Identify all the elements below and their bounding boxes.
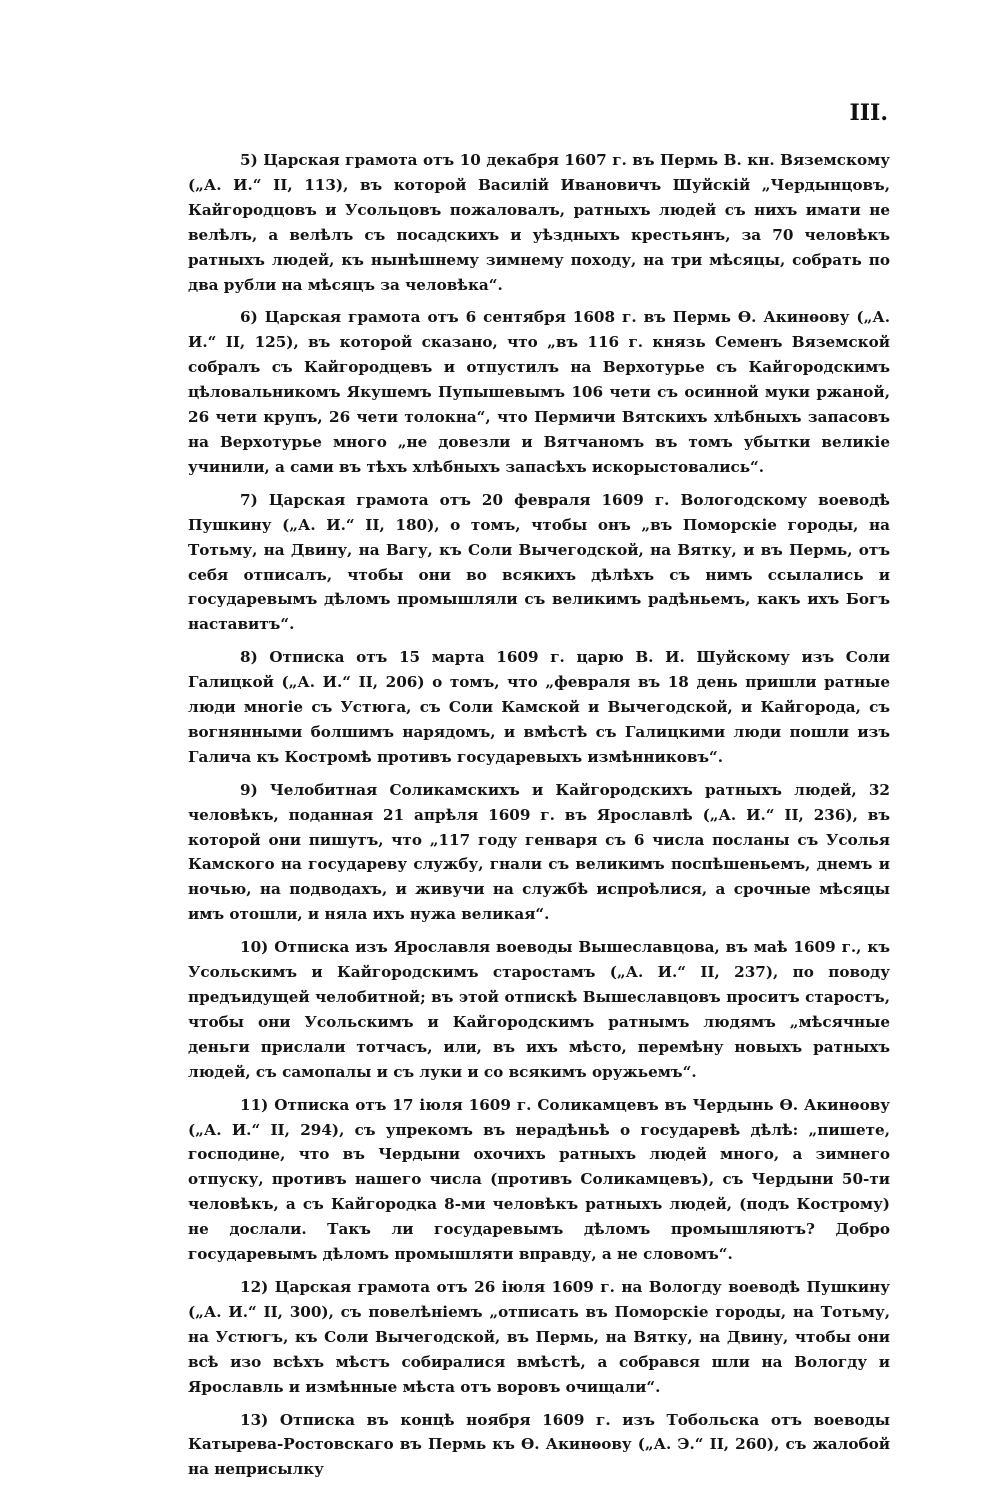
paragraph-9: 9) Челобитная Соликамскихъ и Кайгородскихъ ратныхъ людей, 32 человѣкъ, поданная 21 апрѣля 1609 г. въ Ярославлѣ („А. И.“ II, 236), въ которой они пишутъ, что „117 году генваря съ 6 числа посланы съ Усолья Камского на государеву службу, гнали съ великимъ поспѣшеньемъ, днемъ и ночью, на подводахъ, и живучи на службѣ испроѣлися, а срочные мѣсяцы имъ отошли, и няла ихъ нужа великая“. [188,780,890,924]
paragraph-11: 11) Отписка отъ 17 іюля 1609 г. Соликамцевъ въ Чердынь Ѳ. Акинѳову („А. И.“ II, 294), съ упрекомъ въ нерадѣньѣ о государевѣ дѣлѣ: „пишете, господине, что въ Чердыни охочихъ ратныхъ людей много, а зимнего отпуску, противъ нашего числа (противъ Соликамцевъ), съ Чердыни 50-ти человѣкъ, а съ Кайгородка 8-ми человѣкъ ратныхъ людей, (подъ Кострому) не дослали. Такъ ли государевымъ дѣломъ промышляютъ? Добро государевымъ дѣломъ промышляти вправду, а не словомъ“. [188,1095,890,1264]
paragraph-7: 7) Царская грамота отъ 20 февраля 1609 г. Вологодскому воеводѣ Пушкину („А. И.“ II, 180), о томъ, чтобы онъ „въ Поморскіе городы, на Тотьму, на Двину, на Вагу, къ Соли Вычегодской, на Вятку, и въ Пермь, отъ себя отписалъ, чтобы они во всякихъ дѣлѣхъ съ нимъ ссылались и государевымъ дѣломъ промышляли съ великимъ радѣньемъ, какъ ихъ Богъ наставитъ“. [188,490,890,634]
paragraph-12: 12) Царская грамота отъ 26 іюля 1609 г. на Вологду воеводѣ Пушкину („А. И.“ II, 300), съ повелѣніемъ „отписать въ Поморскіе городы, на Тотьму, на Устюгъ, къ Соли Вычегодской, въ Пермь, на Вятку, на Двину, чтобы они всѣ изо всѣхъ мѣстъ собиралися вмѣстѣ, а собрався шли на Вологду и Ярославль и измѣнные мѣста отъ воровъ очищали“. [188,1277,890,1396]
paragraph-10: 10) Отписка изъ Ярославля воеводы Вышеславцова, въ маѣ 1609 г., къ Усольскимъ и Кайгородскимъ старостамъ („А. И.“ II, 237), по поводу предъидущей челобитной; въ этой отпискѣ Вышеславцовъ проситъ старостъ, чтобы они Усольскимъ и Кайгородскимъ ратнымъ людямъ „мѣсячные деньги прислали тотчасъ, или, въ ихъ мѣсто, перемѣну новыхъ ратныхъ людей, съ самопалы и съ луки и со всякимъ оружьемъ“. [188,938,890,1081]
main-text [188,148,890,1490]
paragraph-5: 5) Царская грамота отъ 10 декабря 1607 г. въ Пермь В. кн. Вяземскому („А. И.“ II, 113), въ которой Василій Ивановичъ Шуйскій „Чердынцовъ, Кайгородцовъ и Усольцовъ пожаловалъ, ратныхъ людей съ нихъ имати не велѣлъ, а велѣлъ съ посадскихъ и уѣздныхъ крестьянъ, за 70 человѣкъ ратныхъ людей, къ нынѣшнему зимнему походу, на три мѣсяцы, собрать по два рубли на мѣсяцъ за человѣка“. [188,151,890,294]
paragraph-6: 6) Царская грамота отъ 6 сентября 1608 г. въ Пермь Ѳ. Акинѳову („А. И.“ II, 125), въ которой сказано, что „въ 116 г. князь Семенъ Вяземской собралъ съ Кайгородцевъ и отпустилъ на Верхотурье съ Кайгородскимъ цѣловальникомъ Якушемъ Пупышевымъ 106 чети съ осинной муки ржаной, 26 чети крупъ, 26 чети толокна“, что Пермичи Вятскихъ хлѣбныхъ запасовъ на Верхотурье много „не довезли и Вятчаномъ въ томъ убытки великіе учинили, а сами въ тѣхъ хлѣбныхъ запасѣхъ искорыстовались“. [188,308,890,476]
paragraph-8: 8) Отписка отъ 15 марта 1609 г. царю В. И. Шуйскому изъ Соли Галицкой („А. И.“ II, 206) о томъ, что „февраля въ 18 день пришли ратные люди многіе съ Устюга, съ Соли Камской и Вычегодской, и Кайгорода, съ вогнянными болшимъ нарядомъ, и вмѣстѣ съ Галицкими люди пошли изъ Галича къ Костромѣ противъ государевыхъ измѣнниковъ“. [188,648,890,766]
page-number: III. [849,100,888,126]
paragraph-13: 13) Отписка въ концѣ ноября 1609 г. изъ Тобольска отъ воеводы Катырева-Ростовскаго въ Пермь къ Ѳ. Акинѳову („А. Э.“ II, 260), съ жалобой на неприсылку [188,1410,890,1479]
